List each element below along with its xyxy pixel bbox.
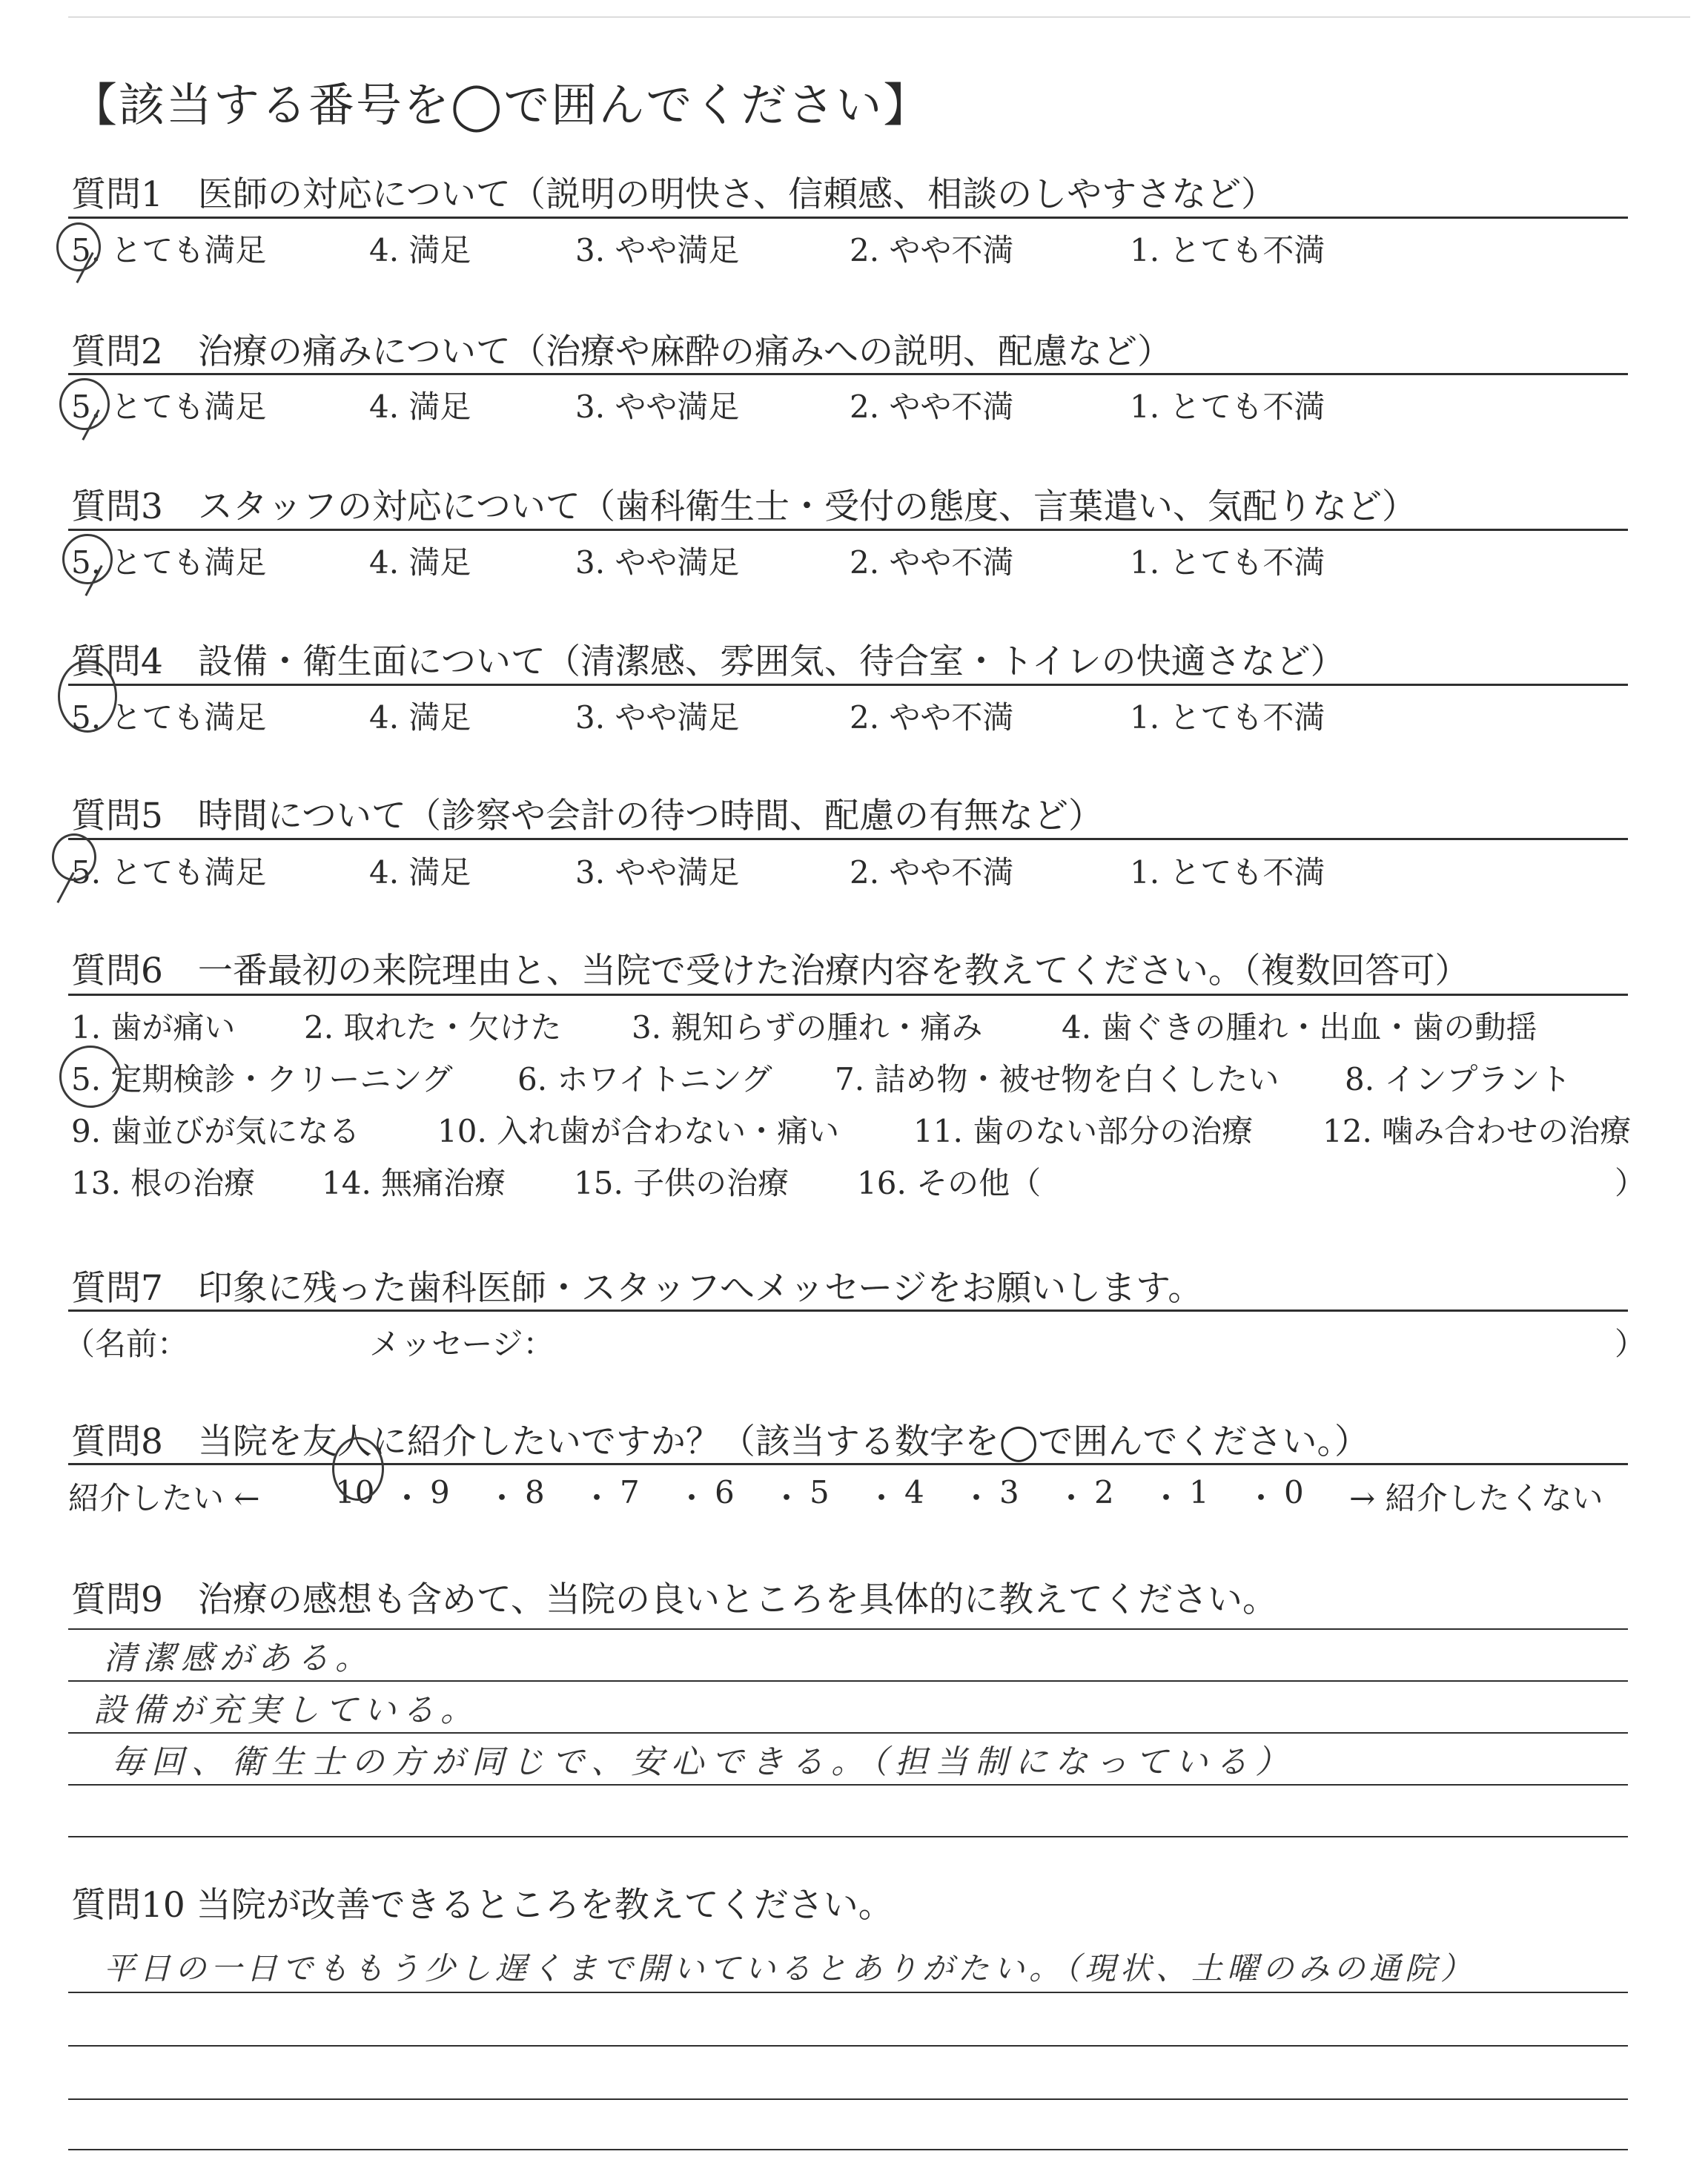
q3-selection-circle	[62, 534, 113, 584]
q4-option-1[interactable]: 1. とても不満	[1130, 699, 1325, 736]
q6-option-10[interactable]: 10. 入れ歯が合わない・痛い	[437, 1113, 840, 1149]
q8-scale-separator: ・	[771, 1480, 803, 1516]
q8-scale-separator: ・	[676, 1480, 708, 1516]
question-8-rule	[68, 1463, 1628, 1465]
q3-option-4[interactable]: 4. 満足	[369, 544, 471, 581]
q1-option-5[interactable]: 5. とても満足	[71, 232, 267, 268]
q8-scale-1[interactable]: 1	[1189, 1474, 1209, 1510]
q8-scale-separator: ・	[1151, 1480, 1182, 1516]
q1-option-4[interactable]: 4. 満足	[369, 232, 471, 268]
q8-scale-separator: ・	[581, 1480, 613, 1516]
q6-selection-circle	[59, 1046, 122, 1108]
question-5-title: 質問5 時間について（診察や会計の待つ時間、配慮の有無など）	[71, 796, 1103, 836]
q6-option-12[interactable]: 12. 噛み合わせの治療	[1323, 1113, 1632, 1149]
q6-option-2[interactable]: 2. 取れた・欠けた	[304, 1009, 562, 1046]
q6-option-4[interactable]: 4. 歯ぐきの腫れ・出血・歯の動揺	[1062, 1009, 1537, 1046]
q9-line-1	[68, 1628, 1628, 1630]
q9-line-4	[68, 1784, 1628, 1786]
q9-line-2	[68, 1680, 1628, 1682]
q2-option-1[interactable]: 1. とても不満	[1130, 389, 1325, 425]
q3-option-3[interactable]: 3. やや満足	[575, 544, 740, 581]
question-2-title: 質問2 治療の痛みについて（治療や麻酔の痛みへの説明、配慮など）	[71, 331, 1173, 372]
q8-selection-circle	[332, 1437, 384, 1501]
q3-option-1[interactable]: 1. とても不満	[1130, 544, 1325, 581]
q8-scale-2[interactable]: 2	[1094, 1474, 1114, 1510]
q4-option-3[interactable]: 3. やや満足	[575, 699, 740, 736]
question-8-title: 質問8 当院を友人に紹介したいですか？（該当する数字を◯で囲んでください。）	[71, 1421, 1370, 1462]
page-heading: 【該当する番号を◯で囲んでください】	[71, 78, 931, 132]
q9-answer-3: 毎回、衛生士の方が同じで、安心できる。（担当制になっている）	[111, 1743, 1296, 1781]
q1-option-3[interactable]: 3. やや満足	[575, 232, 740, 268]
q2-option-4[interactable]: 4. 満足	[369, 389, 471, 425]
q5-option-1[interactable]: 1. とても不満	[1130, 854, 1325, 891]
question-5-rule	[68, 838, 1628, 840]
q6-option-5[interactable]: 5. 定期検診・クリーニング	[71, 1061, 453, 1097]
q9-answer-1: 清潔感がある。	[104, 1639, 374, 1677]
q7-message-label: メッセージ：	[369, 1326, 555, 1362]
question-4-rule	[68, 684, 1628, 686]
q2-option-2[interactable]: 2. やや不満	[850, 389, 1014, 425]
q8-scale-4[interactable]: 4	[904, 1474, 924, 1510]
q9-line-3	[68, 1732, 1628, 1734]
q8-scale-3[interactable]: 3	[999, 1474, 1019, 1510]
q4-option-5[interactable]: 5. とても満足	[71, 699, 267, 736]
q8-scale-7[interactable]: 7	[620, 1474, 640, 1510]
question-1-rule	[68, 217, 1628, 219]
q7-close-paren: ）	[1615, 1326, 1646, 1362]
question-6-title: 質問6 一番最初の来院理由と、当院で受けた治療内容を教えてください。（複数回答可）	[71, 951, 1470, 991]
q6-option-15[interactable]: 15. 子供の治療	[574, 1165, 790, 1201]
question-7-title: 質問7 印象に残った歯科医師・スタッフへメッセージをお願いします。	[71, 1268, 1203, 1309]
q1-selection-circle	[56, 222, 101, 271]
q1-option-1[interactable]: 1. とても不満	[1130, 232, 1325, 268]
question-7-rule	[68, 1309, 1628, 1312]
q2-option-5[interactable]: 5. とても満足	[71, 389, 267, 425]
q10-line-2	[68, 2045, 1628, 2047]
q8-scale-separator: ・	[1056, 1480, 1088, 1516]
q1-option-2[interactable]: 2. やや不満	[850, 232, 1014, 268]
q10-answer-1: 平日の一日でももう少し遅くまで開いているとありがたい。（現状、土曜のみの通院）	[104, 1950, 1477, 1986]
q10-line-1	[68, 1992, 1628, 1993]
q10-line-3	[68, 2098, 1628, 2100]
question-2-rule	[68, 373, 1628, 375]
q7-name-label: （名前：	[64, 1326, 189, 1362]
q9-line-5	[68, 1836, 1628, 1837]
q2-selection-circle	[59, 378, 110, 430]
question-4-title: 質問4 設備・衛生面について（清潔感、雰囲気、待合室・トイレの快適さなど）	[71, 641, 1345, 682]
q6-option-13[interactable]: 13. 根の治療	[71, 1165, 256, 1201]
q5-option-5[interactable]: 5. とても満足	[71, 854, 267, 891]
q3-option-5[interactable]: 5. とても満足	[71, 544, 267, 581]
q9-answer-2: 設備が充実している。	[93, 1691, 479, 1729]
q5-option-4[interactable]: 4. 満足	[369, 854, 471, 891]
q8-left-label: 紹介したい ←	[68, 1480, 260, 1516]
q6-option-8[interactable]: 8. インプラント	[1345, 1061, 1572, 1097]
q8-scale-5[interactable]: 5	[810, 1474, 830, 1510]
question-3-title: 質問3 スタッフの対応について（歯科衛生士・受付の態度、言葉遣い、気配りなど）	[71, 486, 1417, 527]
q3-option-2[interactable]: 2. やや不満	[850, 544, 1014, 581]
q6-option-1[interactable]: 1. 歯が痛い	[71, 1009, 236, 1046]
q4-option-2[interactable]: 2. やや不満	[850, 699, 1014, 736]
q8-scale-separator: ・	[961, 1480, 993, 1516]
q4-selection-circle	[58, 660, 117, 733]
q8-right-label: → 紹介したくない	[1349, 1480, 1603, 1516]
q6-option-11[interactable]: 11. 歯のない部分の治療	[913, 1113, 1254, 1149]
question-1-title: 質問1 医師の対応について（説明の明快さ、信頼感、相談のしやすさなど）	[71, 174, 1277, 215]
q2-option-3[interactable]: 3. やや満足	[575, 389, 740, 425]
q6-option-6[interactable]: 6. ホワイトニング	[517, 1061, 772, 1097]
q8-scale-9[interactable]: 9	[430, 1474, 450, 1510]
q6-option-9[interactable]: 9. 歯並びが気になる	[71, 1113, 360, 1149]
q8-scale-separator: ・	[866, 1480, 898, 1516]
top-border	[68, 16, 1690, 18]
q8-scale-separator: ・	[391, 1480, 423, 1516]
q6-other-close-paren: ）	[1615, 1165, 1646, 1201]
q8-scale-separator: ・	[1245, 1480, 1277, 1516]
q6-option-7[interactable]: 7. 詰め物・被せ物を白くしたい	[835, 1061, 1280, 1097]
question-10-title: 質問10 当院が改善できるところを教えてください。	[71, 1885, 893, 1926]
q8-scale-6[interactable]: 6	[715, 1474, 735, 1510]
q6-option-16[interactable]: 16. その他（	[857, 1165, 1042, 1201]
q6-option-3[interactable]: 3. 親知らずの腫れ・痛み	[632, 1009, 983, 1046]
q8-scale-0[interactable]: 0	[1284, 1474, 1304, 1510]
q5-option-2[interactable]: 2. やや不満	[850, 854, 1014, 891]
question-3-rule	[68, 529, 1628, 531]
q10-line-4	[68, 2149, 1628, 2150]
q6-option-14[interactable]: 14. 無痛治療	[322, 1165, 506, 1201]
question-9-title: 質問9 治療の感想も含めて、当院の良いところを具体的に教えてください。	[71, 1579, 1277, 1620]
q4-option-4[interactable]: 4. 満足	[369, 699, 471, 736]
q8-scale-8[interactable]: 8	[525, 1474, 545, 1510]
q5-option-3[interactable]: 3. やや満足	[575, 854, 740, 891]
q8-scale-separator: ・	[486, 1480, 518, 1516]
question-6-rule	[68, 994, 1628, 996]
q8-scale-10[interactable]: 10	[335, 1474, 375, 1510]
